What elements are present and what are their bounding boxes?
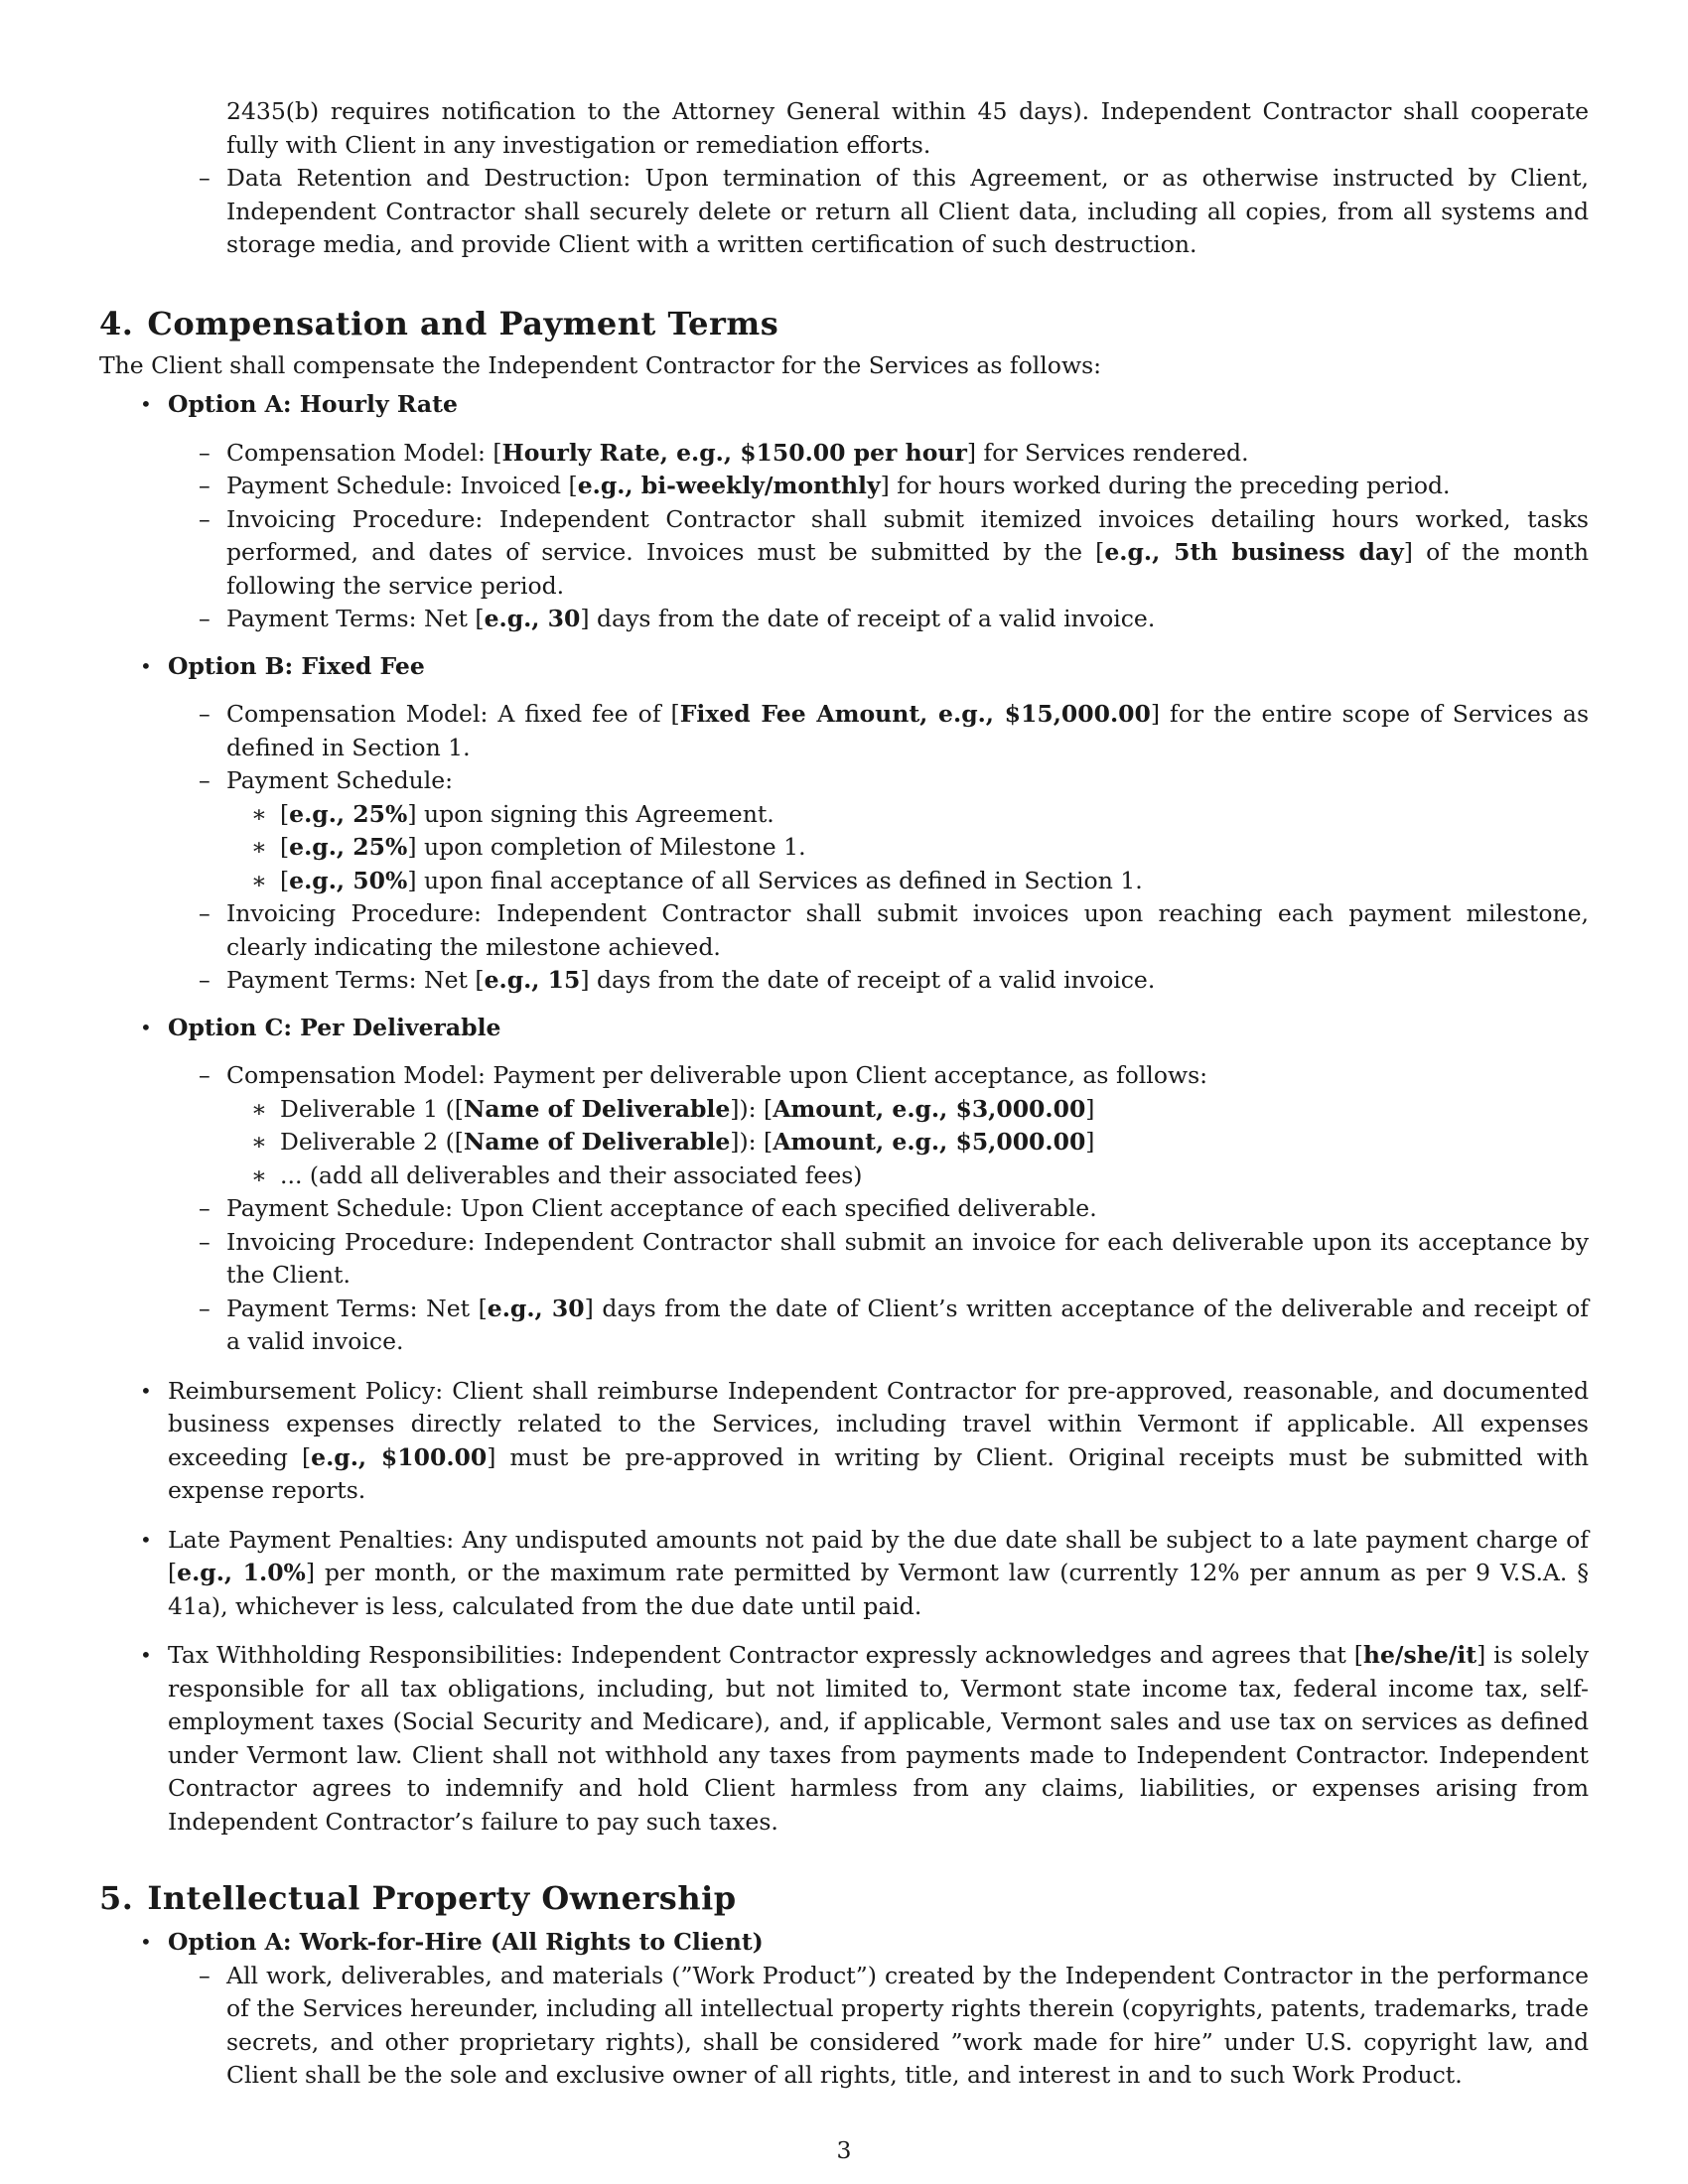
intro-text: The Client shall compensate the Independent Contractor for the Services as follows: [99, 350, 1102, 379]
option-title: Option A: Hourly Rate [168, 390, 458, 418]
text: ] for hours worked during the preceding period. [880, 472, 1451, 499]
list-item [99, 470, 1589, 503]
list-item [99, 162, 1589, 262]
dash-marker: – [199, 700, 211, 728]
section-intro [99, 349, 1589, 383]
placeholder-bold: e.g., 25% [289, 799, 408, 828]
placeholder-bold: e.g., 50% [289, 866, 408, 894]
dash-marker: – [199, 1194, 211, 1222]
text: Payment Schedule: [226, 766, 454, 794]
text: Invoicing Procedure: Independent Contractor shall submit itemized invoices detailing hours worked, tasks performed, and dates of service. Invoices must be submitted by the [ [226, 504, 1589, 566]
page-number: 3 [836, 2136, 852, 2164]
list-item [99, 897, 1589, 964]
option-a-list [99, 437, 1589, 636]
text: ] days from the date of receipt of a valid invoice. [580, 966, 1156, 994]
option-heading [99, 388, 1589, 422]
list-item [99, 1293, 1589, 1359]
bullet-marker: • [140, 1378, 152, 1403]
text: Invoicing Procedure: Independent Contractor shall submit an invoice for each deliverable upon its acceptance by the Client. [226, 1227, 1589, 1289]
text: Late Payment Penalties: Any undisputed amounts not paid by the due date shall be subject to a late payment charge of [ [168, 1525, 1589, 1586]
placeholder-bold: Amount, e.g., $5,000.00 [773, 1128, 1086, 1156]
sub-list-item [99, 1126, 1589, 1160]
sub-list-item [99, 798, 1589, 832]
list-item [99, 603, 1589, 636]
bullet-marker: • [140, 1527, 152, 1552]
bullet-marker: • [140, 1930, 152, 1954]
text: Reimbursement Policy: Client shall reimburse Independent Contractor for pre-approved, reasonable, and documented business expenses directly related to the Services, including travel within Vermont if applicable. All expenses exceeding [ [168, 1376, 1589, 1471]
bullet-paragraph [99, 1375, 1589, 1508]
option-heading [99, 1926, 1589, 1960]
placeholder-bold: e.g., 30 [487, 1294, 585, 1322]
option-b-list [99, 698, 1589, 998]
option-title: Option A: Work-for-Hire (All Rights to Client) [168, 1928, 764, 1956]
text: [ [280, 833, 290, 861]
continued-text: 2435(b) requires notification to the Attorney General within 45 days). Independent Contractor shall cooperate fully with Client in any investigation or remediation efforts. [226, 97, 1589, 159]
text: Payment Schedule: Invoiced [ [226, 472, 578, 499]
section-title: Intellectual Property Ownership [147, 1879, 737, 1917]
dash-marker: – [199, 472, 211, 499]
text: ] must be pre-approved in writing by Client. Original receipts must be submitted with expense reports. [168, 1442, 1590, 1504]
dash-marker: – [199, 966, 211, 994]
text: Payment Schedule: Upon Client acceptance of each specified deliverable. [226, 1194, 1097, 1222]
placeholder-bold: Amount, e.g., $3,000.00 [773, 1094, 1086, 1123]
text: ] [1085, 1128, 1095, 1156]
text: ] per month, or the maximum rate permitted by Vermont law (currently 12% per annum as per 9 V.S.A. § 41a), whichever is less, calculated from the due date until paid. [168, 1559, 1589, 1620]
text: ]): [ [730, 1128, 774, 1156]
dash-marker: – [199, 1227, 211, 1256]
text: ] is solely responsible for all tax obligations, including, but not limited to, Vermont state income tax, federal income tax, self-employment taxes (Social Security and Medicare), and, if applicable, Vermont sales and use tax on services as defined under Vermont law. Client shall not withhold any taxes from payments made to Independent Contractor. Independent Contractor agrees to indemnify and hold Client harmless from any claims, liabilities, or expenses arising from Independent Contractor’s failure to pay such taxes. [168, 1641, 1590, 1836]
page-content [99, 95, 1589, 2093]
placeholder-bold: e.g., bi-weekly/monthly [577, 472, 881, 499]
text: ] days from the date of Client’s written acceptance of the deliverable and receipt of a valid invoice. [226, 1294, 1589, 1355]
sub-list-item [99, 1093, 1589, 1127]
list-item [99, 764, 1589, 798]
text: Payment Terms: Net [ [226, 1294, 488, 1322]
placeholder-bold: Fixed Fee Amount, e.g., $15,000.00 [679, 700, 1151, 728]
sub-list-item [99, 831, 1589, 865]
dash-marker: – [199, 1061, 211, 1089]
placeholder-bold: e.g., 25% [289, 833, 408, 861]
list-item [99, 503, 1589, 604]
list-item [99, 1960, 1589, 2093]
placeholder-bold: e.g., $100.00 [311, 1442, 488, 1471]
dash-marker: – [199, 438, 211, 467]
text: Payment Terms: Net [ [226, 966, 485, 994]
dash-marker: – [199, 899, 211, 927]
text: Tax Withholding Responsibilities: Independent Contractor expressly acknowledges and agrees that [ [168, 1641, 1363, 1669]
sub-list-item [99, 865, 1589, 898]
placeholder-bold: e.g., 30 [484, 605, 581, 632]
option-title: Option C: Per Deliverable [168, 1013, 501, 1041]
bullet-paragraph [99, 1524, 1589, 1624]
dash-marker: – [199, 1961, 211, 1989]
text: Compensation Model: A fixed fee of [ [226, 700, 680, 728]
section-title: Compensation and Payment Terms [147, 304, 779, 342]
list-item [99, 1226, 1589, 1293]
data-retention-text: Data Retention and Destruction: Upon termination of this Agreement, or as otherwise instructed by Client, Independent Contractor shall securely delete or return all Client data, including all copies, from all systems and storage media, and provide Client with a written certification of such destruction. [226, 164, 1589, 258]
text: Compensation Model: Payment per deliverable upon Client acceptance, as follows: [226, 1061, 1208, 1089]
placeholder-bold: e.g., 15 [484, 966, 581, 994]
text: ] upon final acceptance of all Services as defined in Section 1. [407, 866, 1143, 894]
list-item [99, 437, 1589, 471]
text: ] [1085, 1094, 1095, 1123]
text: Deliverable 1 ([ [280, 1094, 464, 1123]
asterisk-marker: ∗ [251, 799, 267, 828]
section-number: 5. [99, 1879, 134, 1917]
section-number: 4. [99, 304, 134, 342]
list-item [99, 1192, 1589, 1226]
text: Payment Terms: Net [ [226, 605, 485, 632]
section-heading [99, 304, 1589, 343]
text: ]): [ [730, 1094, 774, 1123]
text: [ [280, 866, 290, 894]
text: All work, deliverables, and materials (”Work Product”) created by the Independent Contractor in the performance of the Services hereunder, including all intellectual property rights therein (copyrights, patents, trademarks, trade secrets, and other proprietary rights), shall be considered ”work made for hire” under U.S. copyright law, and Client shall be the sole and exclusive owner of all rights, title, and interest in and to such Work Product. [226, 1961, 1589, 2089]
text: [ [280, 799, 290, 828]
asterisk-marker: ∗ [251, 1128, 267, 1156]
bullet-marker: • [140, 1643, 152, 1667]
placeholder-bold: e.g., 5th business day [1104, 538, 1404, 566]
bullet-marker: • [140, 653, 152, 678]
text: ] of the month following the service period. [226, 538, 1589, 600]
text: Deliverable 2 ([ [280, 1128, 464, 1156]
placeholder-bold: he/she/it [1362, 1641, 1477, 1669]
asterisk-marker: ∗ [251, 1160, 267, 1189]
asterisk-marker: ∗ [251, 833, 267, 861]
text: ] days from the date of receipt of a valid invoice. [580, 605, 1156, 632]
list-item [99, 964, 1589, 998]
text: ... (add all deliverables and their associated fees) [280, 1160, 863, 1189]
option-heading [99, 650, 1589, 684]
bullet-paragraph [99, 1639, 1589, 1839]
text: ] for Services rendered. [966, 438, 1249, 467]
placeholder-bold: e.g., 1.0% [177, 1559, 306, 1586]
asterisk-marker: ∗ [251, 1094, 267, 1123]
placeholder-bold: Name of Deliverable [463, 1128, 731, 1156]
list-item [99, 95, 1589, 162]
option-title: Option B: Fixed Fee [168, 651, 425, 680]
dash-marker: – [199, 1294, 211, 1322]
asterisk-marker: ∗ [251, 866, 267, 894]
placeholder-bold: Hourly Rate, e.g., $150.00 per hour [501, 438, 967, 467]
section-heading [99, 1878, 1589, 1918]
bullet-marker: • [140, 392, 152, 416]
placeholder-bold: Name of Deliverable [463, 1094, 731, 1123]
list-item [99, 1059, 1589, 1093]
option-c-list [99, 1059, 1589, 1359]
text: ] upon signing this Agreement. [407, 799, 774, 828]
text: Compensation Model: [ [226, 438, 502, 467]
text: ] for the entire scope of Services as defined in Section 1. [226, 700, 1590, 761]
dash-marker: – [199, 504, 211, 533]
dash-marker: – [199, 164, 211, 192]
option-heading [99, 1012, 1589, 1045]
bullet-marker: • [140, 1015, 152, 1039]
dash-marker: – [199, 766, 211, 794]
sub-list-item [99, 1160, 1589, 1193]
text: ] upon completion of Milestone 1. [407, 833, 806, 861]
dash-marker: – [199, 605, 211, 632]
text: Invoicing Procedure: Independent Contractor shall submit invoices upon reaching each payment milestone, clearly indicating the milestone achieved. [226, 899, 1589, 961]
list-item [99, 698, 1589, 764]
